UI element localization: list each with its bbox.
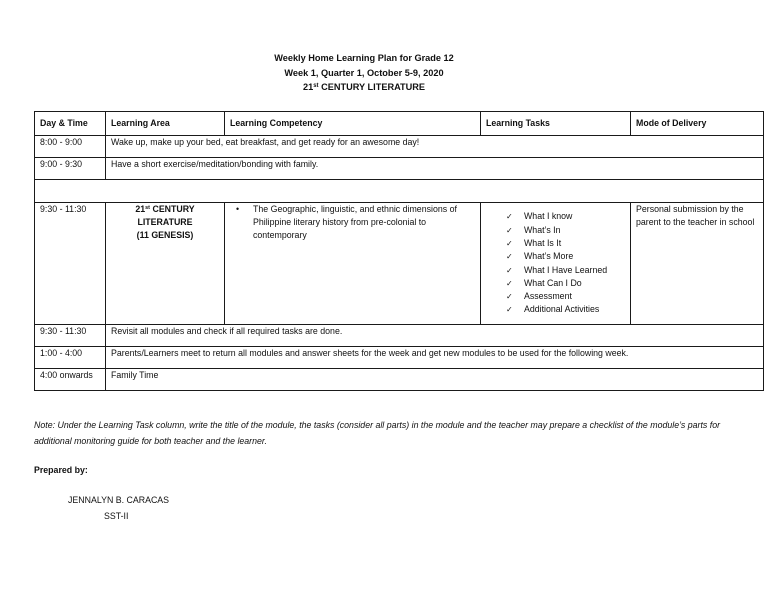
task-label: What I know xyxy=(524,211,573,222)
learning-competency-cell xyxy=(225,203,481,325)
task-label: What’s More xyxy=(524,251,574,262)
column-header-mode-of-delivery: Mode of Delivery xyxy=(631,112,764,136)
task-label: What Can I Do xyxy=(524,277,582,288)
table-row xyxy=(35,158,764,180)
title-line-2: Week 1, Quarter 1, October 5-9, 2020 xyxy=(284,67,444,78)
learning-area-section: (11 GENESIS) xyxy=(136,230,194,240)
blank-row xyxy=(35,180,764,203)
column-header-learning-competency: Learning Competency xyxy=(225,112,481,136)
table-row xyxy=(35,325,764,347)
activity-cell: Parents/Learners meet to return all modules and answer sheets for the week and get new modules to be used for the following week. xyxy=(106,347,764,369)
task-label: What Is It xyxy=(524,237,562,248)
bullet-icon: • xyxy=(236,204,240,214)
title-line-3-ordinal: st xyxy=(313,83,319,89)
competency-list xyxy=(230,203,475,242)
checkmark-icon: ✓ xyxy=(506,278,513,288)
checkmark-icon: ✓ xyxy=(506,212,513,222)
learning-plan-table xyxy=(34,111,764,391)
time-cell: 4:00 onwards xyxy=(35,369,106,391)
task-item xyxy=(506,303,625,316)
list-item xyxy=(236,203,475,242)
column-header-learning-tasks: Learning Tasks xyxy=(481,112,631,136)
activity-cell: Wake up, make up your bed, eat breakfast, and get ready for an awesome day! xyxy=(106,136,764,158)
table-row xyxy=(35,369,764,391)
task-item xyxy=(506,290,625,303)
learning-area-cell xyxy=(106,203,225,325)
blank-cell xyxy=(35,180,764,203)
task-item xyxy=(506,264,625,277)
activity-cell: Revisit all modules and check if all required tasks are done. xyxy=(106,325,764,347)
task-label: What’s In xyxy=(524,224,561,235)
task-label: What I Have Learned xyxy=(524,264,608,275)
checkmark-icon: ✓ xyxy=(506,252,513,262)
learning-area-title xyxy=(111,203,219,229)
area-subject: CENTURY LITERATURE xyxy=(137,204,195,227)
task-item xyxy=(506,237,625,250)
column-header-day-time: Day & Time xyxy=(35,112,106,136)
task-checklist xyxy=(486,210,625,316)
checkmark-icon: ✓ xyxy=(506,225,513,235)
time-cell: 8:00 - 9:00 xyxy=(35,136,106,158)
note-text: Note: Under the Learning Task column, write the title of the module, the tasks (consider all parts) in the module and the teacher may prepare a checklist of the module’s parts for additional monitoring guide for both teacher and the learner. xyxy=(34,420,721,446)
task-item xyxy=(506,224,625,237)
time-cell: 1:00 - 4:00 xyxy=(35,347,106,369)
table-header-row xyxy=(35,112,764,136)
area-number: 21 xyxy=(135,204,146,214)
task-item xyxy=(506,250,625,263)
title-line-3-number: 21 xyxy=(302,82,314,92)
mode-of-delivery-cell: Personal submission by the parent to the teacher in school xyxy=(631,203,764,325)
activity-cell: Family Time xyxy=(106,369,764,391)
activity-cell: Have a short exercise/meditation/bonding with family. xyxy=(106,158,764,180)
task-label: Additional Activities xyxy=(524,304,600,315)
lesson-row xyxy=(35,203,764,325)
column-header-learning-area: Learning Area xyxy=(106,112,225,136)
time-cell: 9:00 - 9:30 xyxy=(35,158,106,180)
task-label: Assessment xyxy=(524,291,572,302)
table-row xyxy=(35,347,764,369)
preparer-position: SST-II xyxy=(104,511,129,521)
time-cell: 9:30 - 11:30 xyxy=(35,203,106,325)
time-cell: 9:30 - 11:30 xyxy=(35,325,106,347)
checkmark-icon: ✓ xyxy=(506,238,513,248)
title-line-1: Weekly Home Learning Plan for Grade 12 xyxy=(274,53,454,63)
prepared-by-label: Prepared by: xyxy=(34,465,88,475)
title-line-3 xyxy=(0,80,728,95)
area-ordinal: st xyxy=(145,205,151,211)
competency-text: The Geographic, linguistic, and ethnic dimensions of Philippine literary history from pre-colonial to contemporary xyxy=(253,204,457,240)
task-item xyxy=(506,210,625,223)
learning-tasks-cell xyxy=(481,203,631,325)
checkmark-icon: ✓ xyxy=(506,305,513,315)
checkmark-icon: ✓ xyxy=(506,292,513,302)
title-line-3-subject: CENTURY LITERATURE xyxy=(318,82,426,92)
preparer-name: JENNALYN B. CARACAS xyxy=(68,495,170,505)
task-item xyxy=(506,277,625,290)
document-title-block xyxy=(0,51,728,95)
checkmark-icon: ✓ xyxy=(506,265,513,275)
table-row xyxy=(35,136,764,158)
